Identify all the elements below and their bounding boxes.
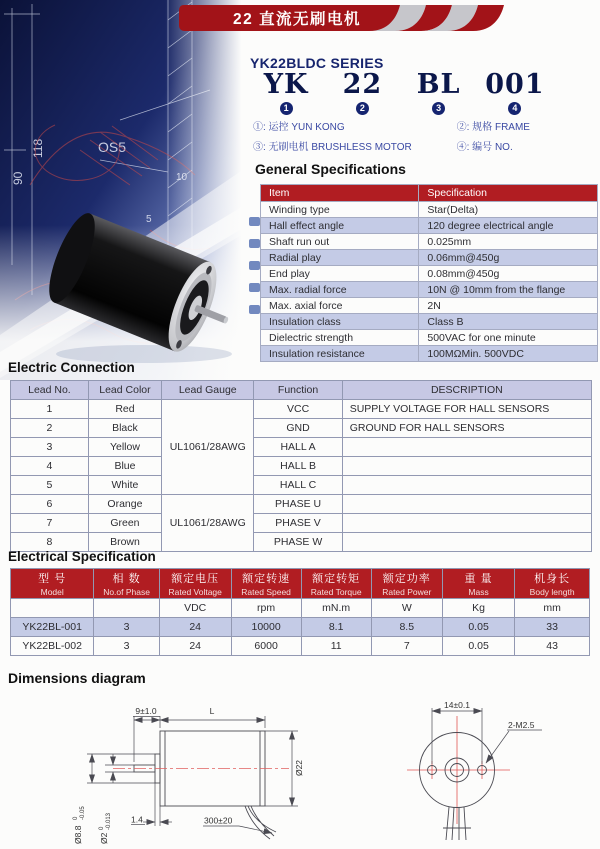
wires	[245, 806, 276, 839]
svg-text:Ø8.8: Ø8.8	[73, 825, 83, 844]
cell: Winding type	[261, 202, 419, 218]
cell: 7	[371, 637, 442, 656]
legend-item: ②: 规格 FRAME	[456, 122, 530, 133]
cell	[342, 514, 591, 533]
cell: 5	[11, 476, 89, 495]
dim-shaft-diameter	[99, 812, 112, 844]
svg-text:Ø2: Ø2	[99, 832, 109, 844]
column-header: 额定转速 Rated Speed	[231, 569, 301, 599]
table-row	[261, 282, 598, 298]
cell: PHASE U	[254, 495, 342, 514]
table-row	[11, 618, 590, 637]
table-row	[11, 514, 592, 533]
column-header: 重 量 Mass	[442, 569, 514, 599]
dimensions-heading: Dimensions diagram	[8, 670, 146, 686]
svg-text:-0.05: -0.05	[80, 806, 86, 820]
cell: 3	[11, 438, 89, 457]
model-code-row	[248, 71, 553, 115]
cell: Insulation resistance	[261, 346, 419, 362]
legend-item: ④: 编号 NO.	[456, 142, 513, 153]
table-header-row	[261, 185, 598, 202]
cell: YK22BL-002	[11, 637, 94, 656]
cell: 0.025mm	[419, 234, 598, 250]
column-header: 额定转矩 Rated Torque	[301, 569, 371, 599]
cell: 33	[515, 618, 590, 637]
cell: Class B	[419, 314, 598, 330]
bg-label: 90	[11, 171, 25, 185]
bg-label: OS5	[98, 139, 127, 155]
cell: 2	[11, 419, 89, 438]
cell: 24	[159, 637, 231, 656]
code-text: 22	[342, 69, 383, 100]
column-header: 相 数 No.of Phase	[94, 569, 159, 599]
legend-item: ①: 运控 YUN KONG	[253, 122, 345, 133]
electric-connection-table	[10, 380, 592, 552]
cell: 2N	[419, 298, 598, 314]
cell: White	[88, 476, 161, 495]
cell: Black	[88, 419, 161, 438]
bg-label: 118	[31, 138, 45, 158]
code-number-badge: 2	[356, 102, 369, 115]
cell: SUPPLY VOLTAGE FOR HALL SENSORS	[342, 400, 591, 419]
dim-body-length: L	[209, 706, 215, 716]
column-header: Item	[261, 185, 419, 202]
cell: Blue	[88, 457, 161, 476]
cell: 11	[301, 637, 371, 656]
cell: 0.05	[442, 637, 514, 656]
code-part	[401, 71, 477, 115]
electrical-spec-header-row	[11, 569, 590, 599]
dimension-side-view	[55, 698, 355, 848]
column-header: Lead Gauge	[162, 381, 254, 400]
cell: PHASE V	[254, 514, 342, 533]
cell: 120 degree electrical angle	[419, 218, 598, 234]
cell: 8.1	[301, 618, 371, 637]
cell: 8.5	[371, 618, 442, 637]
cell: UL1061/28AWG	[162, 400, 254, 495]
decor-bar	[249, 217, 260, 226]
cell: Radial play	[261, 250, 419, 266]
cell: 3	[94, 637, 159, 656]
general-specs-table	[260, 184, 598, 362]
table-row	[11, 637, 590, 656]
code-text: 001	[485, 69, 545, 100]
cell: Shaft run out	[261, 234, 419, 250]
cell: Red	[88, 400, 161, 419]
cell: GROUND FOR HALL SENSORS	[342, 419, 591, 438]
dim-wire-length: 300±20	[204, 815, 233, 826]
table-row	[261, 234, 598, 250]
dim-body-diameter: Ø22	[294, 759, 304, 777]
page-banner	[178, 4, 518, 32]
table-row	[11, 476, 592, 495]
cell: 43	[515, 637, 590, 656]
wires	[446, 807, 466, 840]
series-title: YK22BLDC SERIES	[250, 55, 384, 71]
decor-bar	[249, 239, 260, 248]
cell: 0.08mm@450g	[419, 266, 598, 282]
table-row	[261, 218, 598, 234]
table-row	[11, 457, 592, 476]
column-header: 额定功率 Rated Power	[371, 569, 442, 599]
cell: Insulation class	[261, 314, 419, 330]
table-row	[261, 266, 598, 282]
cell	[342, 495, 591, 514]
electric-connection-body	[11, 400, 592, 552]
cell	[342, 457, 591, 476]
cell: Max. radial force	[261, 282, 419, 298]
cell: 4	[11, 457, 89, 476]
cell: 8	[11, 533, 89, 552]
table-row	[11, 438, 592, 457]
cell: rpm	[231, 599, 301, 618]
electrical-spec-heading: Electrical Specification	[8, 549, 156, 564]
code-part	[248, 71, 324, 115]
cell: Max. axial force	[261, 298, 419, 314]
cell: HALL A	[254, 438, 342, 457]
svg-text:0: 0	[73, 816, 79, 820]
general-specs-body	[261, 202, 598, 362]
cell: 0.06mm@450g	[419, 250, 598, 266]
column-header: 机身长 Body length	[515, 569, 590, 599]
electrical-spec-table	[10, 568, 590, 656]
table-row	[261, 330, 598, 346]
column-header: Lead Color	[88, 381, 161, 400]
column-header: DESCRIPTION	[342, 381, 591, 400]
code-text: BL	[416, 69, 461, 100]
table-row	[261, 250, 598, 266]
dim-shaft-length: 9±1.0	[135, 706, 157, 716]
general-specs-heading: General Specifications	[255, 161, 406, 177]
bg-label: 5	[146, 214, 152, 225]
cell: Dielectric strength	[261, 330, 419, 346]
table-row	[261, 202, 598, 218]
cell: UL1061/28AWG	[162, 495, 254, 552]
cell: HALL B	[254, 457, 342, 476]
cell: Kg	[442, 599, 514, 618]
cell: PHASE W	[254, 533, 342, 552]
cell: 6000	[231, 637, 301, 656]
cell	[342, 533, 591, 552]
cell: mN.m	[301, 599, 371, 618]
cell: 0.05	[442, 618, 514, 637]
cell: Brown	[88, 533, 161, 552]
cell: W	[371, 599, 442, 618]
cell: GND	[254, 419, 342, 438]
cell	[94, 599, 159, 618]
column-header: 型 号 Model	[11, 569, 94, 599]
cell: 10000	[231, 618, 301, 637]
dim-boss-diameter	[73, 806, 86, 844]
code-number-badge: 3	[432, 102, 445, 115]
electrical-spec-body	[11, 618, 590, 656]
svg-text:0: 0	[99, 826, 105, 830]
code-text: YK	[263, 69, 309, 100]
table-row	[11, 400, 592, 419]
cell: VDC	[159, 599, 231, 618]
cell: Green	[88, 514, 161, 533]
decor-bar	[249, 283, 260, 292]
cell: Star(Delta)	[419, 202, 598, 218]
column-header: Specification	[419, 185, 598, 202]
cell: 6	[11, 495, 89, 514]
code-part	[477, 71, 553, 115]
dim-flange-thickness: 1.4	[131, 814, 143, 825]
table-row	[11, 419, 592, 438]
cell: 7	[11, 514, 89, 533]
cell: VCC	[254, 400, 342, 419]
code-number-badge: 4	[508, 102, 521, 115]
electrical-spec-units-row	[11, 599, 590, 618]
dimension-front-view	[385, 698, 595, 848]
cell	[11, 599, 94, 618]
cell	[342, 476, 591, 495]
cell: Orange	[88, 495, 161, 514]
cell: End play	[261, 266, 419, 282]
banner-title: 22 直流无刷电机	[232, 11, 362, 28]
column-header: Function	[254, 381, 342, 400]
cell: 3	[94, 618, 159, 637]
decor-bars	[249, 217, 261, 327]
cell: 1	[11, 400, 89, 419]
cell: HALL C	[254, 476, 342, 495]
motor-cylinder	[42, 208, 246, 366]
table-header-row	[11, 381, 592, 400]
cell: Yellow	[88, 438, 161, 457]
table-row	[11, 495, 592, 514]
cell: 100MΩMin. 500VDC	[419, 346, 598, 362]
motor-photo	[42, 206, 257, 366]
cell: mm	[515, 599, 590, 618]
cell: 10N @ 10mm from the flange	[419, 282, 598, 298]
column-header: Lead No.	[11, 381, 89, 400]
table-row	[261, 314, 598, 330]
decor-bar	[249, 305, 260, 314]
decor-bar	[249, 261, 260, 270]
cell: YK22BL-001	[11, 618, 94, 637]
dim-hole-spacing: 14±0.1	[444, 700, 470, 710]
code-number-badge: 1	[280, 102, 293, 115]
cell: 24	[159, 618, 231, 637]
code-part	[324, 71, 400, 115]
svg-text:-0.013: -0.013	[106, 812, 112, 830]
dim-screw-spec: 2-M2.5	[508, 720, 535, 730]
cell: 500VAC for one minute	[419, 330, 598, 346]
code-legend	[253, 118, 588, 153]
electric-connection-heading: Electric Connection	[8, 360, 135, 375]
table-row	[261, 346, 598, 362]
cell: Hall effect angle	[261, 218, 419, 234]
column-header: 额定电压 Rated Voltage	[159, 569, 231, 599]
legend-item: ③: 无刷电机 BRUSHLESS MOTOR	[253, 142, 412, 153]
table-row	[261, 298, 598, 314]
cell	[342, 438, 591, 457]
